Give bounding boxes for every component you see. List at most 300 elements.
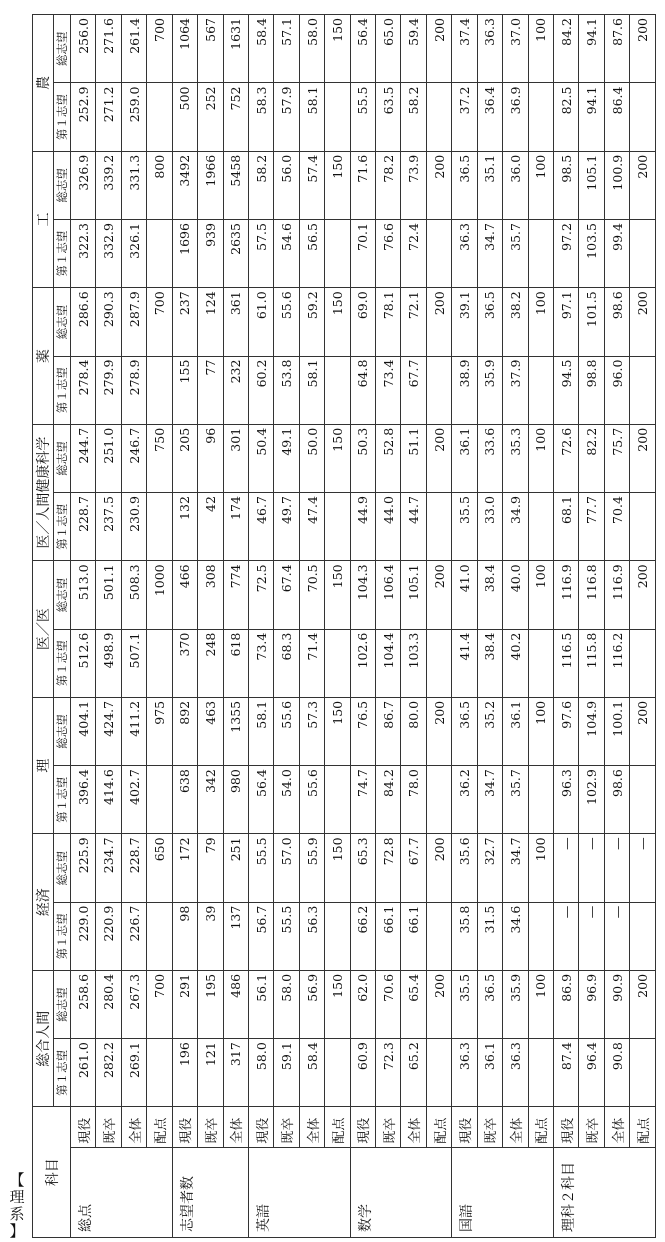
table-cell: 411.2 [121, 697, 146, 765]
table-cell: 34.6 [503, 902, 528, 970]
table-cell: 301 [223, 424, 248, 492]
table-cell: 37.0 [503, 15, 528, 84]
table-cell: 116.9 [554, 561, 579, 629]
table-cell: 513.0 [71, 561, 96, 629]
table-cell [630, 83, 656, 151]
table-cell [426, 1039, 451, 1107]
subject-column-header: 科目 [33, 1107, 71, 1238]
row-label: 現役 [172, 1107, 197, 1147]
table-cell [426, 493, 451, 561]
table-cell: 65.4 [401, 970, 426, 1038]
table-cell: — [604, 902, 629, 970]
table-cell: 248 [198, 629, 223, 697]
table-cell [426, 356, 451, 424]
table-cell: 424.7 [96, 697, 121, 765]
table-cell: 200 [426, 561, 451, 629]
table-cell: 200 [426, 15, 451, 84]
row-label: 配点 [630, 1107, 656, 1147]
table-cell: 42 [198, 493, 223, 561]
table-cell: 939 [198, 220, 223, 288]
table-cell: 252.9 [71, 83, 96, 151]
table-cell: 228.7 [71, 493, 96, 561]
table-cell: 150 [325, 151, 350, 219]
table-cell: 308 [198, 561, 223, 629]
table-cell [528, 356, 553, 424]
first-choice-header: 第１志望 [54, 356, 71, 424]
table-cell: 650 [147, 834, 172, 902]
table-cell [147, 220, 172, 288]
table-row [503, 15, 528, 1238]
row-label: 配点 [147, 1107, 172, 1147]
table-cell: 58.3 [248, 83, 273, 151]
table-row [554, 15, 579, 1238]
table-cell: 282.2 [96, 1039, 121, 1107]
table-cell: 975 [147, 697, 172, 765]
table-cell: 291 [172, 970, 197, 1038]
table-cell: 82.2 [579, 424, 604, 492]
department-header: 理 [33, 697, 54, 834]
table-cell: 466 [172, 561, 197, 629]
table-cell: 76.5 [350, 697, 375, 765]
table-cell: 59.4 [401, 15, 426, 84]
table-cell [147, 493, 172, 561]
table-cell: 97.2 [554, 220, 579, 288]
table-cell: 195 [198, 970, 223, 1038]
table-cell: 332.9 [96, 220, 121, 288]
table-cell: 44.7 [401, 493, 426, 561]
department-header: 経済 [33, 834, 54, 971]
table-cell: 100.1 [604, 697, 629, 765]
table-cell: 55.6 [299, 766, 324, 834]
table-cell [147, 629, 172, 697]
table-cell: 96.4 [579, 1039, 604, 1107]
table-cell: 96.0 [604, 356, 629, 424]
table-cell: 498.9 [96, 629, 121, 697]
table-cell: 33.6 [477, 424, 502, 492]
table-row [121, 15, 146, 1238]
table-cell: 200 [426, 288, 451, 356]
table-cell: 36.1 [503, 697, 528, 765]
table-cell: 52.8 [376, 424, 401, 492]
table-cell: 57.5 [248, 220, 273, 288]
table-cell: 65.0 [376, 15, 401, 84]
table-cell [426, 220, 451, 288]
table-cell: 174 [223, 493, 248, 561]
row-label: 既卒 [96, 1107, 121, 1147]
table-cell: 278.9 [121, 356, 146, 424]
table-cell [630, 629, 656, 697]
department-header: 農 [33, 15, 54, 152]
total-choice-header: 総志望 [54, 970, 71, 1038]
table-cell: 105.1 [401, 561, 426, 629]
table-cell: 58.1 [299, 83, 324, 151]
table-cell: 58.1 [299, 356, 324, 424]
table-cell: — [604, 834, 629, 902]
table-cell: 86.9 [554, 970, 579, 1038]
table-cell: 41.0 [452, 561, 477, 629]
first-choice-header: 第１志望 [54, 493, 71, 561]
table-cell: 150 [325, 561, 350, 629]
subject-label: 国語 [452, 1147, 554, 1237]
table-row [147, 15, 172, 1238]
table-cell: 638 [172, 766, 197, 834]
table-cell: 57.4 [299, 151, 324, 219]
table-row [299, 15, 324, 1238]
table-row [477, 15, 502, 1238]
table-cell: 100 [528, 288, 553, 356]
table-cell: 100 [528, 151, 553, 219]
first-choice-header: 第１志望 [54, 83, 71, 151]
table-cell: 55.5 [274, 902, 299, 970]
table-cell: 98.6 [604, 766, 629, 834]
table-cell [325, 83, 350, 151]
table-cell: 35.9 [477, 356, 502, 424]
table-cell: 71.6 [350, 151, 375, 219]
table-cell: 261.0 [71, 1039, 96, 1107]
table-cell: 106.4 [376, 561, 401, 629]
table-cell: 99.4 [604, 220, 629, 288]
table-cell: 244.7 [71, 424, 96, 492]
table-cell: 100 [528, 561, 553, 629]
table-cell [528, 493, 553, 561]
table-cell: 31.5 [477, 902, 502, 970]
table-cell: 36.1 [452, 424, 477, 492]
table-cell: 172 [172, 834, 197, 902]
table-cell: 86.4 [604, 83, 629, 151]
row-label: 現役 [452, 1107, 477, 1147]
table-cell: 72.4 [401, 220, 426, 288]
table-cell: 205 [172, 424, 197, 492]
table-cell: 49.7 [274, 493, 299, 561]
table-cell: 116.9 [604, 561, 629, 629]
table-cell: 331.3 [121, 151, 146, 219]
table-cell: 36.3 [477, 15, 502, 84]
table-cell: 512.6 [71, 629, 96, 697]
table-cell: 58.1 [248, 697, 273, 765]
table-cell [528, 1039, 553, 1107]
table-cell: 116.8 [579, 561, 604, 629]
table-cell [630, 766, 656, 834]
table-cell: 82.5 [554, 83, 579, 151]
table-cell: 56.5 [299, 220, 324, 288]
table-cell: 414.6 [96, 766, 121, 834]
row-label: 全体 [299, 1107, 324, 1147]
table-cell [630, 220, 656, 288]
table-cell: 84.2 [376, 766, 401, 834]
page-title [6, 1172, 28, 1240]
row-label: 配点 [528, 1107, 553, 1147]
table-cell: 39 [198, 902, 223, 970]
table-cell: 49.1 [274, 424, 299, 492]
table-cell: 58.0 [248, 1039, 273, 1107]
table-cell: 61.0 [248, 288, 273, 356]
table-cell: 463 [198, 697, 223, 765]
table-cell: 100 [528, 15, 553, 84]
table-cell: 36.1 [477, 1039, 502, 1107]
table-cell: 103.5 [579, 220, 604, 288]
table-cell: 65.3 [350, 834, 375, 902]
row-label: 配点 [426, 1107, 451, 1147]
table-cell: 40.2 [503, 629, 528, 697]
table-cell: 70.5 [299, 561, 324, 629]
title-char: 理 [9, 1188, 25, 1206]
table-cell [528, 902, 553, 970]
table-cell: 290.3 [96, 288, 121, 356]
table-cell: 58.0 [274, 970, 299, 1038]
first-choice-header: 第１志望 [54, 1039, 71, 1107]
table-cell [147, 356, 172, 424]
table-cell: 200 [426, 151, 451, 219]
table-cell: 361 [223, 288, 248, 356]
table-cell [630, 356, 656, 424]
table-cell: 36.4 [477, 83, 502, 151]
table-cell: 87.6 [604, 15, 629, 84]
table-cell: 98 [172, 902, 197, 970]
table-cell: 66.1 [401, 902, 426, 970]
table-cell: 618 [223, 629, 248, 697]
table-cell: 150 [325, 970, 350, 1038]
table-cell: 35.8 [452, 902, 477, 970]
table-cell: 59.2 [299, 288, 324, 356]
table-cell: 44.0 [376, 493, 401, 561]
table-cell: 225.9 [71, 834, 96, 902]
table-cell: 404.1 [71, 697, 96, 765]
subject-label: 数学 [350, 1147, 452, 1237]
table-cell: 73.4 [376, 356, 401, 424]
table-cell [426, 83, 451, 151]
table-cell: 38.2 [503, 288, 528, 356]
table-cell: 74.7 [350, 766, 375, 834]
subject-label: 志望者数 [172, 1147, 248, 1237]
table-cell: 33.0 [477, 493, 502, 561]
table-cell: 72.8 [376, 834, 401, 902]
table-cell: 66.2 [350, 902, 375, 970]
table-cell: 567 [198, 15, 223, 84]
table-cell: 100 [528, 970, 553, 1038]
table-cell: — [554, 834, 579, 902]
table-cell: 326.1 [121, 220, 146, 288]
table-cell: 229.0 [71, 902, 96, 970]
table-row [452, 15, 477, 1238]
table-cell: 1966 [198, 151, 223, 219]
table-cell: 271.6 [96, 15, 121, 84]
row-label: 既卒 [579, 1107, 604, 1147]
table-cell: 55.9 [299, 834, 324, 902]
table-cell: 115.8 [579, 629, 604, 697]
table-cell: 60.9 [350, 1039, 375, 1107]
table-cell: 100.9 [604, 151, 629, 219]
table-cell: 58.2 [401, 83, 426, 151]
table-cell: 35.5 [452, 970, 477, 1038]
table-cell: 57.9 [274, 83, 299, 151]
row-label: 全体 [121, 1107, 146, 1147]
total-choice-header: 総志望 [54, 424, 71, 492]
department-header-row [33, 15, 54, 1238]
table-cell: 102.9 [579, 766, 604, 834]
row-label: 現役 [71, 1107, 96, 1147]
table-cell [630, 902, 656, 970]
title-char: 系 [9, 1205, 25, 1223]
table-cell: 116.2 [604, 629, 629, 697]
table-cell: 196 [172, 1039, 197, 1107]
table-cell: 396.4 [71, 766, 96, 834]
table-cell: 87.4 [554, 1039, 579, 1107]
first-choice-header: 第１志望 [54, 766, 71, 834]
table-cell: 37.9 [503, 356, 528, 424]
table-cell: 232 [223, 356, 248, 424]
table-cell: 56.1 [248, 970, 273, 1038]
table-cell: 150 [325, 424, 350, 492]
table-cell [325, 493, 350, 561]
table-cell: 246.7 [121, 424, 146, 492]
table-cell: 80.0 [401, 697, 426, 765]
table-cell: 486 [223, 970, 248, 1038]
department-header: 医／医 [33, 561, 54, 698]
table-cell [147, 766, 172, 834]
table-cell: 326.9 [71, 151, 96, 219]
first-choice-header: 第１志望 [54, 629, 71, 697]
table-cell: 237.5 [96, 493, 121, 561]
table-cell: 137 [223, 902, 248, 970]
department-header: 工 [33, 151, 54, 288]
table-cell: 339.2 [96, 151, 121, 219]
table-cell: 96.9 [579, 970, 604, 1038]
table-cell: — [579, 902, 604, 970]
table-cell: 35.7 [503, 766, 528, 834]
table-cell: 98.6 [604, 288, 629, 356]
table-cell: 75.7 [604, 424, 629, 492]
table-cell: 1696 [172, 220, 197, 288]
table-cell: 36.3 [452, 220, 477, 288]
table-cell: 342 [198, 766, 223, 834]
table-cell: 750 [147, 424, 172, 492]
table-cell: 98.5 [554, 151, 579, 219]
table-cell: 286.6 [71, 288, 96, 356]
total-choice-header: 総志望 [54, 288, 71, 356]
table-cell: 271.2 [96, 83, 121, 151]
table-cell: 36.2 [452, 766, 477, 834]
table-cell: 34.9 [503, 493, 528, 561]
table-cell: 77.7 [579, 493, 604, 561]
table-cell: 44.9 [350, 493, 375, 561]
table-cell: 70.4 [604, 493, 629, 561]
table-cell: 70.1 [350, 220, 375, 288]
table-cell: 77 [198, 356, 223, 424]
table-cell: 200 [630, 424, 656, 492]
table-cell: 317 [223, 1039, 248, 1107]
table-cell: 261.4 [121, 15, 146, 84]
table-row [96, 15, 121, 1238]
table-cell: 892 [172, 697, 197, 765]
table-cell: 279.9 [96, 356, 121, 424]
table-cell: 3492 [172, 151, 197, 219]
table-cell [325, 220, 350, 288]
table-cell: 700 [147, 970, 172, 1038]
total-choice-header: 総志望 [54, 834, 71, 902]
table-cell: 5458 [223, 151, 248, 219]
table-cell: 78.1 [376, 288, 401, 356]
table-cell: 500 [172, 83, 197, 151]
table-cell: 98.8 [579, 356, 604, 424]
table-cell: 774 [223, 561, 248, 629]
table-cell: 278.4 [71, 356, 96, 424]
table-cell: 70.6 [376, 970, 401, 1038]
table-cell: 36.3 [503, 1039, 528, 1107]
table-cell: 56.7 [248, 902, 273, 970]
table-cell: 226.7 [121, 902, 146, 970]
table-cell: 34.7 [477, 766, 502, 834]
table-cell [147, 1039, 172, 1107]
first-choice-header: 第１志望 [54, 902, 71, 970]
table-cell: 35.9 [503, 970, 528, 1038]
table-cell [528, 629, 553, 697]
table-cell: 102.6 [350, 629, 375, 697]
table-cell: 200 [426, 834, 451, 902]
row-label: 現役 [248, 1107, 273, 1147]
table-cell [528, 220, 553, 288]
table-row [325, 15, 350, 1238]
table-cell: 56.3 [299, 902, 324, 970]
table-cell: 1000 [147, 561, 172, 629]
table-cell: 200 [630, 561, 656, 629]
table-cell: 35.6 [452, 834, 477, 902]
table-cell: 35.3 [503, 424, 528, 492]
table-cell: 36.5 [452, 151, 477, 219]
table-cell: 60.2 [248, 356, 273, 424]
table-cell: 54.6 [274, 220, 299, 288]
table-cell: 237 [172, 288, 197, 356]
table-cell: 36.0 [503, 151, 528, 219]
table-cell: 47.4 [299, 493, 324, 561]
table-row [198, 15, 223, 1238]
table-cell [630, 1039, 656, 1107]
table-cell: 150 [325, 288, 350, 356]
table-cell: 2635 [223, 220, 248, 288]
table-cell: 97.6 [554, 697, 579, 765]
table-cell: 72.1 [401, 288, 426, 356]
table-cell: 58.2 [248, 151, 273, 219]
table-cell: 64.8 [350, 356, 375, 424]
table-cell: 67.7 [401, 834, 426, 902]
table-cell: 150 [325, 697, 350, 765]
table-cell: 200 [630, 970, 656, 1038]
table-cell: 251 [223, 834, 248, 902]
table-cell: 105.1 [579, 151, 604, 219]
table-cell: 36.9 [503, 83, 528, 151]
table-cell: 55.5 [350, 83, 375, 151]
table-cell [325, 1039, 350, 1107]
table-cell: 58.4 [248, 15, 273, 84]
table-cell: 37.4 [452, 15, 477, 84]
table-cell: 150 [325, 15, 350, 84]
table-cell [325, 766, 350, 834]
table-cell [426, 902, 451, 970]
row-label: 既卒 [477, 1107, 502, 1147]
table-cell: 67.4 [274, 561, 299, 629]
table-cell: 86.7 [376, 697, 401, 765]
table-cell: 501.1 [96, 561, 121, 629]
department-header: 医／人間健康科学 [33, 424, 54, 561]
table-row [172, 15, 197, 1238]
title-char: 【 [9, 1171, 25, 1189]
table-cell: 35.2 [477, 697, 502, 765]
table-cell [426, 629, 451, 697]
table-cell: 155 [172, 356, 197, 424]
score-table [32, 14, 656, 1238]
subject-label: 英語 [248, 1147, 350, 1237]
table-cell: 94.5 [554, 356, 579, 424]
table-cell: 53.8 [274, 356, 299, 424]
